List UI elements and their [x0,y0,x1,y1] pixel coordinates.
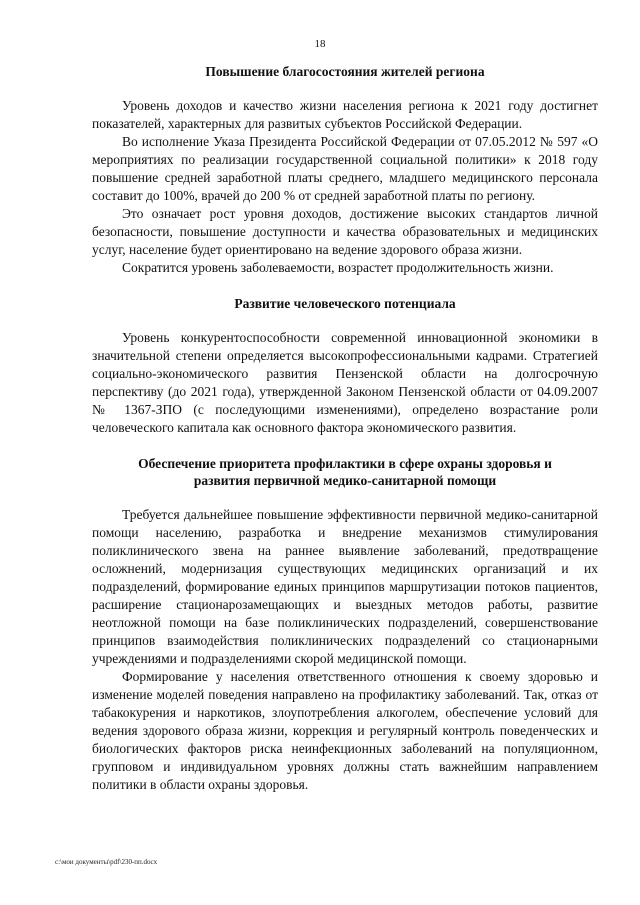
paragraph: Это означает рост уровня доходов, достижение высоких стандартов личной безопасности, повышение доступности и качества образовательных и медицинских услуг, население будет ориентировано на ведение здорового образа жизни. [92,206,598,257]
paragraph: Уровень доходов и качество жизни населения региона к 2021 году достигнет показателей, характерных для развитых субъектов Российской Федерации. [92,98,598,131]
section-heading-line: Обеспечение приоритета профилактики в сфере охраны здоровья и [138,456,552,471]
paragraph: Формирование у населения ответственного отношения к своему здоровью и изменение моделей поведения направлено на профилактику заболеваний. Так, отказ от табакокурения и наркотиков, злоупотребления алкоголем, обеспечение условий для ведения здорового образа жизни, коррекция и регулярный контроль поведенческих и биологических факторов риска неинфекционных заболеваний на популяционном, групповом и индивидуальном уровнях должны стать важнейшим направлением политики в области охраны здоровья. [92,669,598,792]
paragraph: Сократится уровень заболеваемости, возрастет продолжительность жизни. [122,260,554,275]
section-heading-welfare: Повышение благосостояния жителей региона [205,64,485,79]
paragraph: Во исполнение Указа Президента Российской Федерации от 07.05.2012 № 597 «О мероприятиях по реализации государственной социальной политики» к 2018 году повышение средней заработной платы среднего, младшего медицинского персонала составит до 100%, врачей до 200 % от средней заработной платы по региону. [92,134,598,203]
section-heading-prevention [92,455,598,489]
file-path-footer: c:\мои документы\pdf\230-пп.docx [55,858,158,866]
paragraph: Уровень конкурентоспособности современной инновационной экономики в значительной степени определяется высокопрофессиональными кадрами. Стратегией социально-экономического развития Пензенской области на долгосрочную перспективу (до 2021 года), утвержденной Законом Пензенской области от 04.09.2007 № 1367-ЗПО (с последующими изменениями), определено возрастание роли человеческого капитала как основного фактора экономического развития. [92,330,598,435]
document-body [92,60,598,794]
paragraph: Требуется дальнейшее повышение эффективности первичной медико-санитарной помощи населению, разработка и внедрение механизмов стимулирования поликлинического звена на раннее выявление заболеваний, предотвращение осложнений, модернизация существующих медицинских организаций и их подразделений, формирование единых принципов маршрутизации потоков пациентов, расширение стационарозамещающих и выездных методов работы, развитие неотложной помощи на базе поликлинических подразделений, совершенствование принципов взаимодействия поликлинических подразделений со стационарными учреждениями и подразделениями скорой медицинской помощи. [92,507,598,666]
section-heading-line: развития первичной медико-санитарной помощи [193,473,497,488]
section-heading-human-potential: Развитие человеческого потенциала [234,296,456,311]
page-number: 18 [314,38,326,50]
